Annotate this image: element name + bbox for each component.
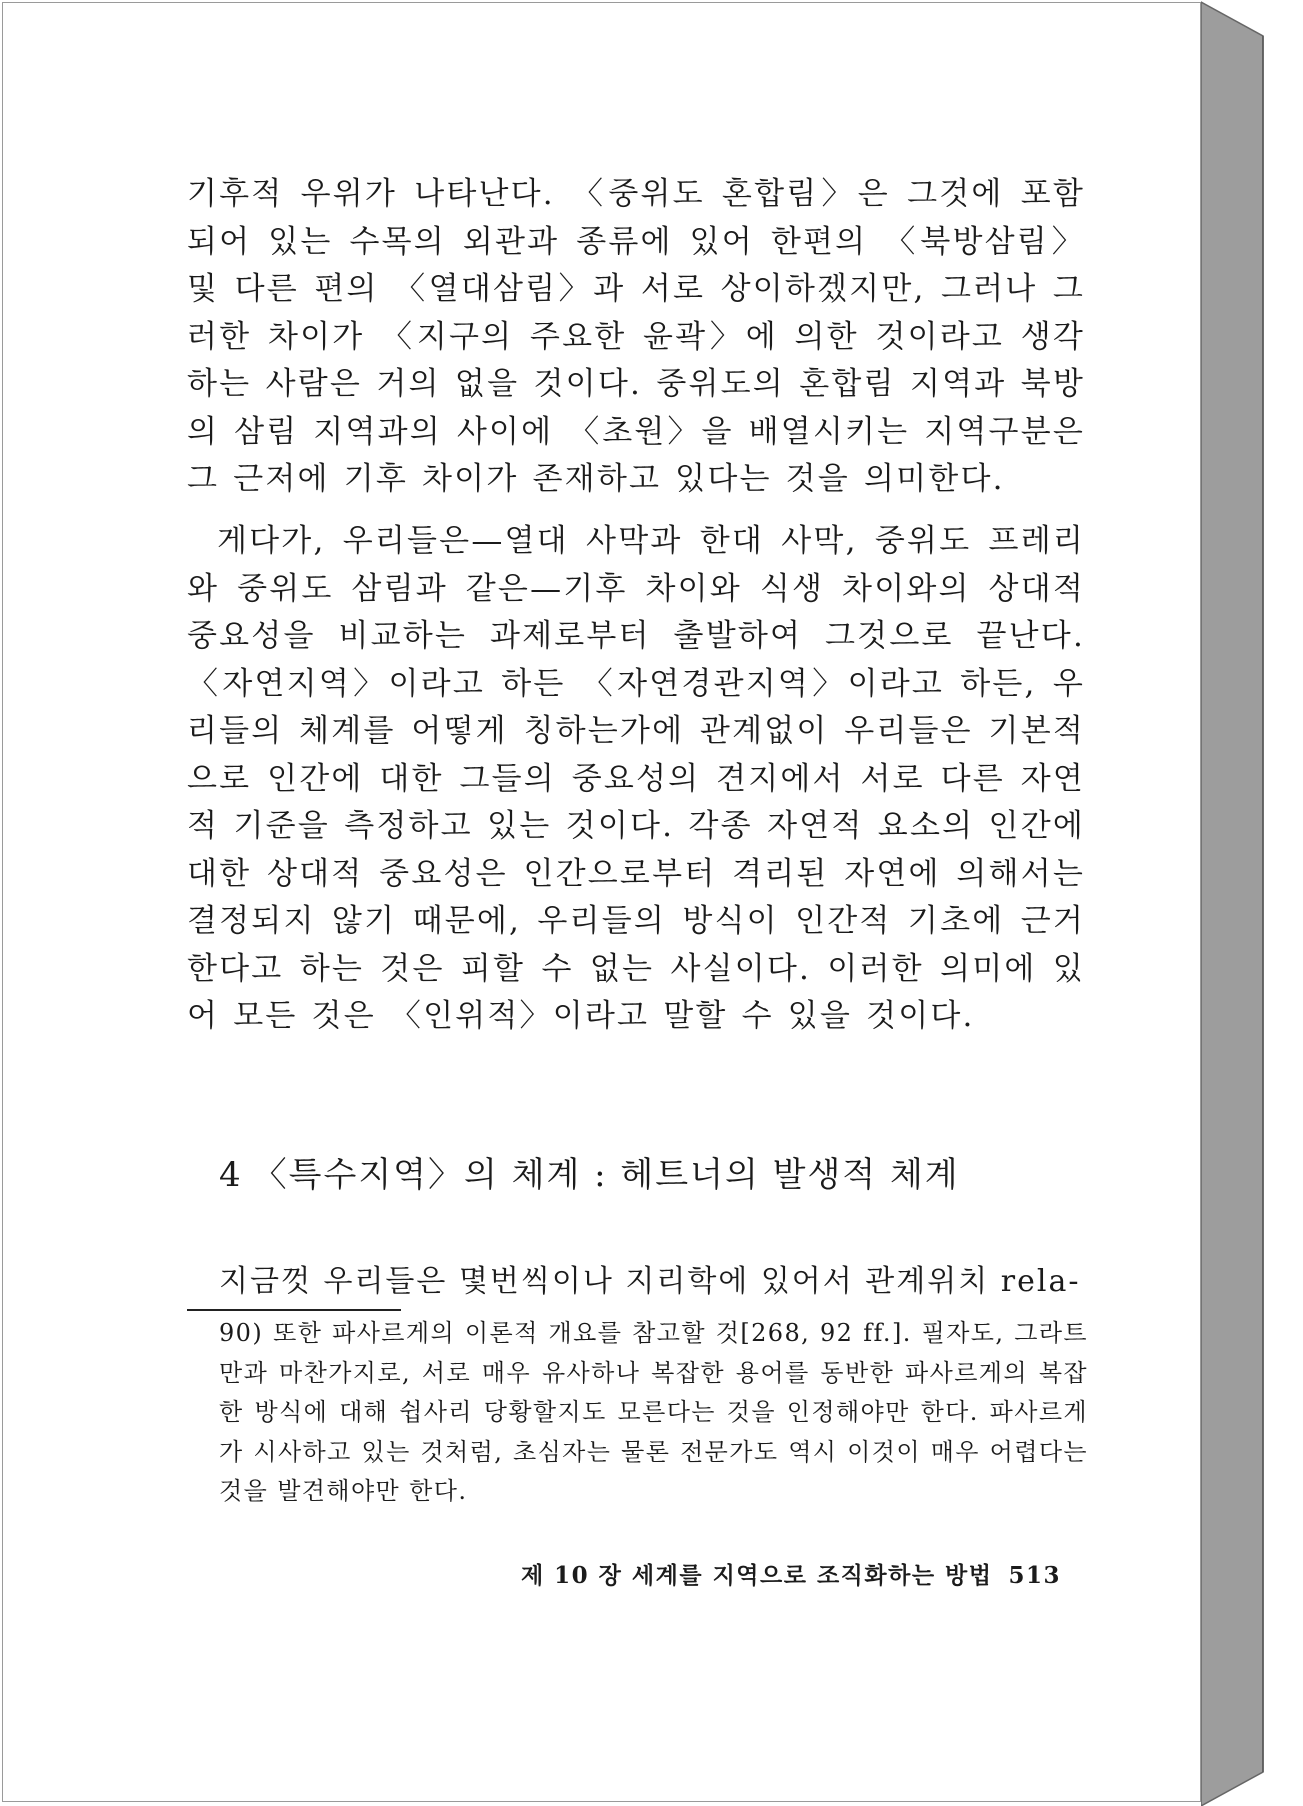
running-footer — [521, 1557, 1061, 1590]
section-title: 〈특수지역〉의 체계 : 헤트너의 발생적 체계 — [252, 1155, 960, 1195]
page-number: 513 — [1008, 1562, 1061, 1589]
section-number: 4 — [219, 1155, 243, 1195]
body-paragraph: 게다가, 우리들은—열대 사막과 한대 사막, 중위도 프레리와 중위도 삼림과 같은—기후 차이와 식생 차이와의 상대적 중요성을 비교하는 과제로부터 출발하여 그것으로 끝난다. 〈자연지역〉이라고 하든 〈자연경관지역〉이라고 하든, 우리들의 체계를 어떻게 칭하는가에 관계없이 우리들은 기본적으로 인간에 대한 그들의 중요성의 견지에서 서로 다른 자연적 기준을 측정하고 있는 것이다. 각종 자연적 요소의 인간에 대한 상대적 중요성은 인간으로부터 격리된 자연에 의해서는 결정되지 않기 때문에, 우리들의 방식이 인간적 기초에 근거한다고 하는 것은 피할 수 없는 사실이다. 이러한 의미에 있어 모든 것은 〈인위적〉이라고 말할 수 있을 것이다. — [187, 523, 1085, 1034]
chapter-title: 제 10 장 세계를 지역으로 조직화하는 방법 — [520, 1562, 993, 1589]
section-first-line: 지금껏 우리들은 몇번씩이나 지리학에 있어서 관계위치 rela- — [219, 1264, 1081, 1299]
footnote — [219, 1314, 1088, 1512]
footnote-divider — [187, 1309, 401, 1311]
footnote-number: 90) — [219, 1319, 264, 1347]
section-heading — [219, 1147, 960, 1196]
footnote-text: 또한 파사르게의 이론적 개요를 참고할 것[268, 92 ff.]. 필자도, 그라트만과 마찬가지로, 서로 매우 유사하나 복잡한 용어를 동반한 파사르게의 복잡한 방식에 대해 쉽사리 당황할지도 모른다는 것을 인정해야만 한다. 파사르게가 시사하고 있는 것처럼, 초심자는 물론 전문가도 역시 이것이 매우 어렵다는 것을 발견해야만 한다. — [219, 1319, 1089, 1505]
book-thickness-edge — [1201, 0, 1301, 1806]
body-paragraph: 기후적 우위가 나타난다. 〈중위도 혼합림〉은 그것에 포함되어 있는 수목의 외관과 종류에 있어 한편의 〈북방삼림〉 및 다른 편의 〈열대삼림〉과 서로 상이하겠지만, 그러나 그러한 차이가 〈지구의 주요한 윤곽〉에 의한 것이라고 생각하는 사람은 거의 없을 것이다. 중위도의 혼합림 지역과 북방의 삼림 지역과의 사이에 〈초원〉을 배열시키는 지역구분은 그 근저에 기후 차이가 존재하고 있다는 것을 의미한다. — [187, 176, 1085, 497]
